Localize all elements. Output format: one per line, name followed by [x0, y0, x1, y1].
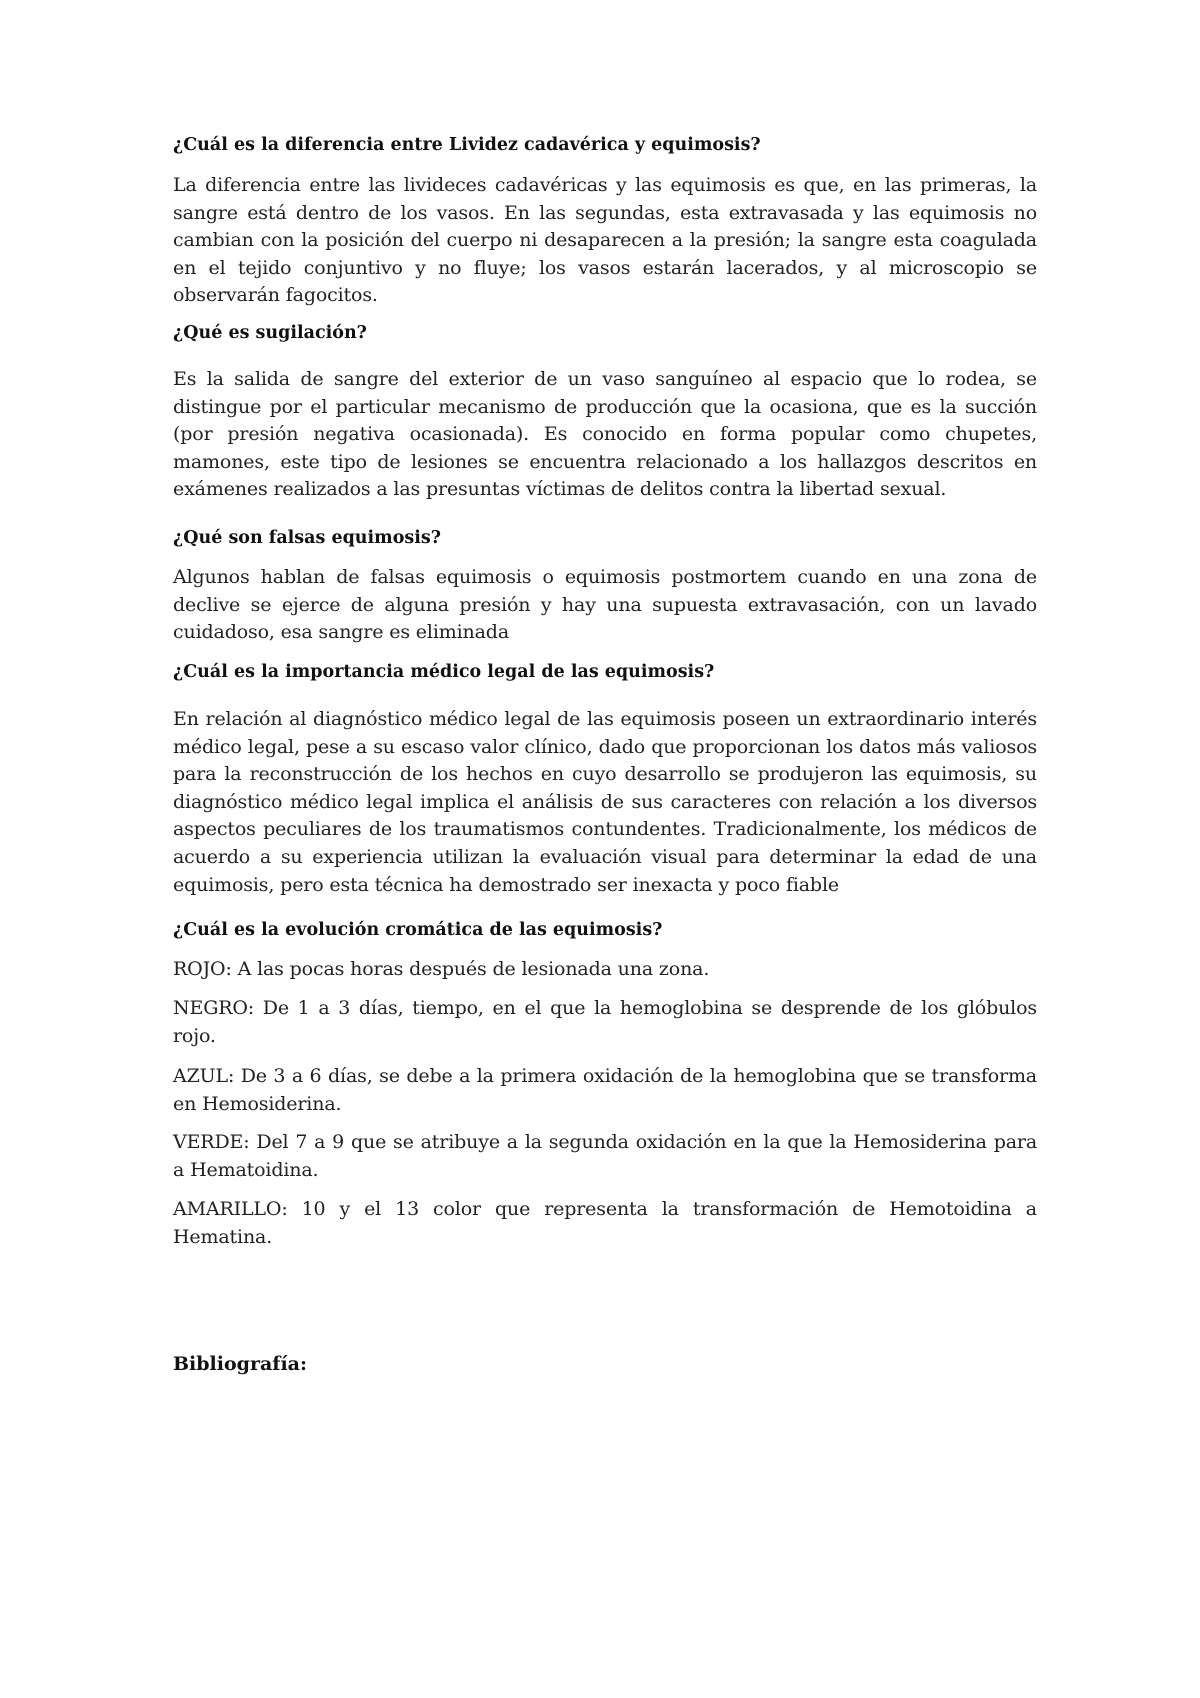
color-stage-azul: AZUL: De 3 a 6 días, se debe a la primera oxidación de la hemoglobina que se transforma en Hemosiderina. [173, 1065, 1037, 1115]
color-stage-amarillo: AMARILLO: 10 y el 13 color que representa la transformación de Hemotoidina a Hematina. [173, 1198, 1037, 1248]
paragraph-lividez-vs-equimosis: La diferencia entre las livideces cadavéricas y las equimosis es que, en las primeras, la sangre está dentro de los vasos. En las segundas, esta extravasada y las equimosis no cambian con la posición del cuerpo ni desaparecen a la presión; la sangre esta coagulada en el tejido conjuntivo y no fluye; los vasos estarán lacerados, y al microscopio se observarán fagocitos. [173, 174, 1037, 307]
color-stage-verde: VERDE: Del 7 a 9 que se atribuye a la segunda oxidación en la que la Hemosiderina para a Hematoidina. [173, 1131, 1037, 1181]
heading-falsas-equimosis: ¿Qué son falsas equimosis? [173, 528, 441, 548]
document-page [173, 0, 1037, 1698]
heading-sugilacion: ¿Qué es sugilación? [173, 323, 367, 343]
bibliography-heading: Bibliografía: [173, 1353, 307, 1375]
color-stage-negro: NEGRO: De 1 a 3 días, tiempo, en el que la hemoglobina se desprende de los glóbulos rojo. [173, 997, 1037, 1047]
color-stage-rojo: ROJO: A las pocas horas después de lesionada una zona. [173, 958, 710, 980]
heading-importancia-medico-legal: ¿Cuál es la importancia médico legal de las equimosis? [173, 662, 715, 682]
heading-evolucion-cromatica: ¿Cuál es la evolución cromática de las equimosis? [173, 920, 663, 940]
paragraph-importancia-medico-legal: En relación al diagnóstico médico legal de las equimosis poseen un extraordinario interés médico legal, pese a su escaso valor clínico, dado que proporcionan los datos más valiosos para la reconstrucción de los hechos en cuyo desarrollo se produjeron las equimosis, su diagnóstico médico legal implica el análisis de sus caracteres con relación a los diversos aspectos peculiares de los traumatismos contundentes. Tradicionalmente, los médicos de acuerdo a su experiencia utilizan la evaluación visual para determinar la edad de una equimosis, pero esta técnica ha demostrado ser inexacta y poco fiable [173, 708, 1037, 896]
paragraph-sugilacion: Es la salida de sangre del exterior de un vaso sanguíneo al espacio que lo rodea, se distingue por el particular mecanismo de producción que la ocasiona, que es la succión (por presión negativa ocasionada). Es conocido en forma popular como chupetes, mamones, este tipo de lesiones se encuentra relacionado a los hallazgos descritos en exámenes realizados a las presuntas víctimas de delitos contra la libertad sexual. [173, 368, 1037, 501]
paragraph-falsas-equimosis: Algunos hablan de falsas equimosis o equimosis postmortem cuando en una zona de declive se ejerce de alguna presión y hay una supuesta extravasación, con un lavado cuidadoso, esa sangre es eliminada [173, 566, 1037, 644]
heading-lividez-vs-equimosis: ¿Cuál es la diferencia entre Lividez cadavérica y equimosis? [173, 135, 761, 155]
